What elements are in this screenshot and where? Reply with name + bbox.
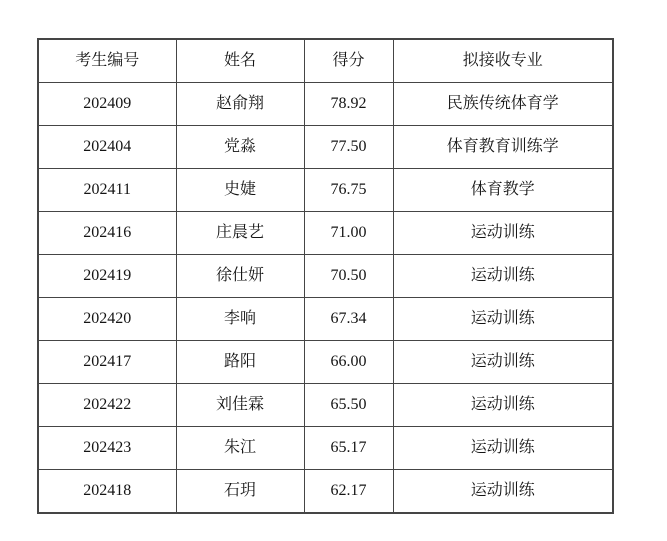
table-header-row (38, 39, 613, 83)
cell-candidate-id: 202419 (38, 255, 176, 298)
header-name: 姓名 (176, 39, 304, 83)
table-row (38, 83, 613, 126)
table-row (38, 298, 613, 341)
cell-score: 65.50 (304, 384, 393, 427)
cell-score: 71.00 (304, 212, 393, 255)
table-row (38, 384, 613, 427)
cell-name: 史婕 (176, 169, 304, 212)
cell-name: 党淼 (176, 126, 304, 169)
table-row (38, 427, 613, 470)
cell-score: 62.17 (304, 470, 393, 514)
cell-candidate-id: 202409 (38, 83, 176, 126)
cell-name: 徐仕妍 (176, 255, 304, 298)
table-row (38, 169, 613, 212)
cell-candidate-id: 202416 (38, 212, 176, 255)
cell-candidate-id: 202420 (38, 298, 176, 341)
cell-score: 78.92 (304, 83, 393, 126)
cell-proposed-major: 运动训练 (393, 212, 613, 255)
cell-proposed-major: 运动训练 (393, 341, 613, 384)
cell-score: 70.50 (304, 255, 393, 298)
table-row (38, 341, 613, 384)
cell-proposed-major: 体育教学 (393, 169, 613, 212)
cell-proposed-major: 运动训练 (393, 255, 613, 298)
cell-score: 66.00 (304, 341, 393, 384)
header-candidate-id: 考生编号 (38, 39, 176, 83)
table-row (38, 255, 613, 298)
cell-proposed-major: 运动训练 (393, 384, 613, 427)
cell-candidate-id: 202411 (38, 169, 176, 212)
cell-name: 路阳 (176, 341, 304, 384)
cell-name: 赵俞翔 (176, 83, 304, 126)
cell-candidate-id: 202422 (38, 384, 176, 427)
cell-name: 朱江 (176, 427, 304, 470)
table-row (38, 470, 613, 514)
table-row (38, 212, 613, 255)
cell-proposed-major: 民族传统体育学 (393, 83, 613, 126)
cell-score: 77.50 (304, 126, 393, 169)
cell-candidate-id: 202417 (38, 341, 176, 384)
cell-candidate-id: 202418 (38, 470, 176, 514)
admission-score-table (37, 38, 614, 514)
cell-score: 65.17 (304, 427, 393, 470)
header-proposed-major: 拟接收专业 (393, 39, 613, 83)
cell-proposed-major: 运动训练 (393, 427, 613, 470)
cell-name: 石玥 (176, 470, 304, 514)
table-row (38, 126, 613, 169)
cell-candidate-id: 202423 (38, 427, 176, 470)
cell-score: 67.34 (304, 298, 393, 341)
cell-name: 刘佳霖 (176, 384, 304, 427)
cell-name: 庄晨艺 (176, 212, 304, 255)
cell-proposed-major: 体育教育训练学 (393, 126, 613, 169)
cell-proposed-major: 运动训练 (393, 470, 613, 514)
cell-score: 76.75 (304, 169, 393, 212)
cell-proposed-major: 运动训练 (393, 298, 613, 341)
header-score: 得分 (304, 39, 393, 83)
cell-candidate-id: 202404 (38, 126, 176, 169)
cell-name: 李响 (176, 298, 304, 341)
